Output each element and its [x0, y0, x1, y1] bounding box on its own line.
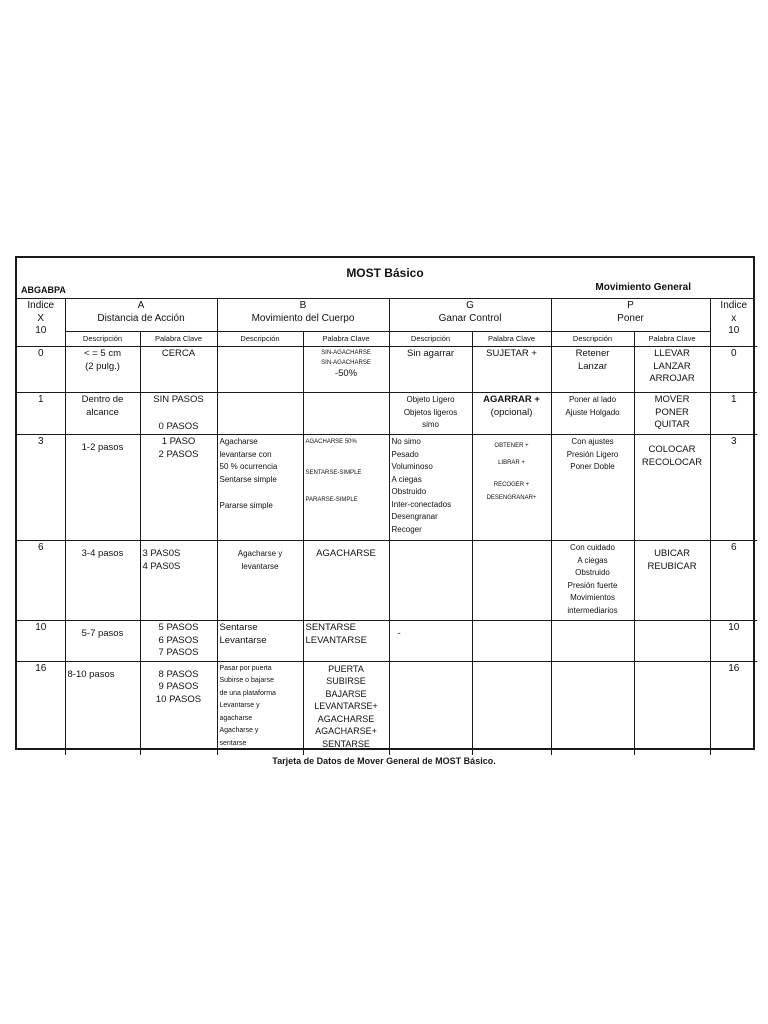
a-desc-subheader: Descripción: [65, 331, 140, 347]
index-right-cell: 3: [710, 435, 757, 541]
table-row: [17, 393, 757, 435]
index-right-cell: 1: [710, 393, 757, 435]
g-desc-cell: [389, 541, 472, 621]
g-kw-cell: SUJETAR +: [472, 347, 551, 393]
b-kw-subheader: Palabra Clave: [303, 331, 389, 347]
g-desc-cell: [389, 661, 472, 755]
g-kw-cell: OBTENER + LIBRAR + RECOGER + DESENGRANAR+: [472, 435, 551, 541]
p-kw-cell: [634, 621, 710, 662]
index-right-cell: 16: [710, 661, 757, 755]
g-desc-cell: Sin agarrar: [389, 347, 472, 393]
p-kw-cell: LLEVAR LANZAR ARROJAR: [634, 347, 710, 393]
p-kw-cell: UBICAR REUBICAR: [634, 541, 710, 621]
g-desc-cell: -: [389, 621, 472, 662]
a-desc-cell: < = 5 cm (2 pulg.): [65, 347, 140, 393]
b-desc-subheader: Descripción: [217, 331, 303, 347]
a-desc-cell: Dentro de alcance: [65, 393, 140, 435]
a-kw-cell: 1 PASO 2 PASOS: [140, 435, 217, 541]
g-kw-cell: [472, 621, 551, 662]
card-subtitle: Movimiento General: [595, 282, 691, 293]
p-kw-cell: [634, 661, 710, 755]
a-desc-cell: 1-2 pasos: [65, 435, 140, 541]
index-cell: 6: [17, 541, 65, 621]
a-kw-cell: SIN PASOS 0 PASOS: [140, 393, 217, 435]
card-header: [17, 258, 753, 299]
b-desc-cell: Agacharse y levantarse: [217, 541, 303, 621]
b-kw-cell: AGACHARSE: [303, 541, 389, 621]
a-kw-cell: 8 PASOS 9 PASOS 10 PASOS: [140, 661, 217, 755]
group-b-header: B Movimiento del Cuerpo: [217, 299, 389, 331]
g-kw-subheader: Palabra Clave: [472, 331, 551, 347]
b-kw-cell: [303, 393, 389, 435]
index-right-header: Indice x 10: [710, 299, 757, 347]
a-desc-cell: 8-10 pasos: [65, 661, 140, 755]
g-desc-cell: No simo Pesado Voluminoso A ciegas Obstruido Inter-conectados Desengranar Recoger: [389, 435, 472, 541]
a-kw-subheader: Palabra Clave: [140, 331, 217, 347]
group-g-header: G Ganar Control: [389, 299, 551, 331]
g-kw-cell: [472, 541, 551, 621]
card-title: MOST Básico: [346, 266, 424, 280]
index-right-cell: 0: [710, 347, 757, 393]
g-desc-subheader: Descripción: [389, 331, 472, 347]
table-row: [17, 621, 757, 662]
most-table: [17, 299, 757, 755]
a-kw-cell: 5 PASOS 6 PASOS 7 PASOS: [140, 621, 217, 662]
p-desc-cell: Con cuidado A ciegas Obstruido Presión fuerte Movimientos intermediarios: [551, 541, 634, 621]
b-desc-cell: [217, 347, 303, 393]
table-row: [17, 435, 757, 541]
p-desc-cell: Poner al lado Ajuste Holgado: [551, 393, 634, 435]
a-desc-cell: 5-7 pasos: [65, 621, 140, 662]
table-row: [17, 661, 757, 755]
b-kw-cell: AGACHARSE 50% SENTARSE-SIMPLE PARARSE-SIMPLE: [303, 435, 389, 541]
b-desc-cell: Sentarse Levantarse: [217, 621, 303, 662]
most-data-card: [15, 256, 755, 750]
group-a-header: A Distancia de Acción: [65, 299, 217, 331]
group-p-header: P Poner: [551, 299, 710, 331]
p-kw-cell: COLOCAR RECOLOCAR: [634, 435, 710, 541]
card-code: ABGABPA: [21, 285, 66, 295]
index-right-cell: 6: [710, 541, 757, 621]
p-desc-subheader: Descripción: [551, 331, 634, 347]
table-row: [17, 347, 757, 393]
b-desc-cell: [217, 393, 303, 435]
b-desc-cell: Pasar por puerta Subirse o bajarse de una plataforma Levantarse y agacharse Agacharse y sentarse: [217, 661, 303, 755]
p-desc-cell: [551, 661, 634, 755]
g-kw-cell: AGARRAR + (opcional): [472, 393, 551, 435]
b-kw-cell: PUERTA SUBIRSE BAJARSE LEVANTARSE+ AGACHARSE AGACHARSE+ SENTARSE: [303, 661, 389, 755]
figure-caption: Tarjeta de Datos de Mover General de MOST Básico.: [272, 756, 496, 766]
table-row: [17, 541, 757, 621]
index-right-cell: 10: [710, 621, 757, 662]
index-cell: 1: [17, 393, 65, 435]
b-kw-cell: SIN-AGACHARSE SIN-AGACHARSE -50%: [303, 347, 389, 393]
a-kw-cell: CERCA: [140, 347, 217, 393]
index-cell: 3: [17, 435, 65, 541]
index-cell: 0: [17, 347, 65, 393]
b-kw-cell: SENTARSE LEVANTARSE: [303, 621, 389, 662]
g-desc-cell: Objeto Ligero Objetos ligeros simo: [389, 393, 472, 435]
p-kw-cell: MOVER PONER QUITAR: [634, 393, 710, 435]
g-kw-cell: [472, 661, 551, 755]
p-kw-subheader: Palabra Clave: [634, 331, 710, 347]
index-cell: 10: [17, 621, 65, 662]
a-kw-cell: 3 PAS0S 4 PAS0S: [140, 541, 217, 621]
a-desc-cell: 3-4 pasos: [65, 541, 140, 621]
p-desc-cell: Con ajustes Presión Ligero Poner Doble: [551, 435, 634, 541]
b-desc-cell: Agacharse levantarse con 50 % ocurrencia Sentarse simple Pararse simple: [217, 435, 303, 541]
index-left-header: Indice X 10: [17, 299, 65, 347]
p-desc-cell: Retener Lanzar: [551, 347, 634, 393]
p-desc-cell: [551, 621, 634, 662]
index-cell: 16: [17, 661, 65, 755]
